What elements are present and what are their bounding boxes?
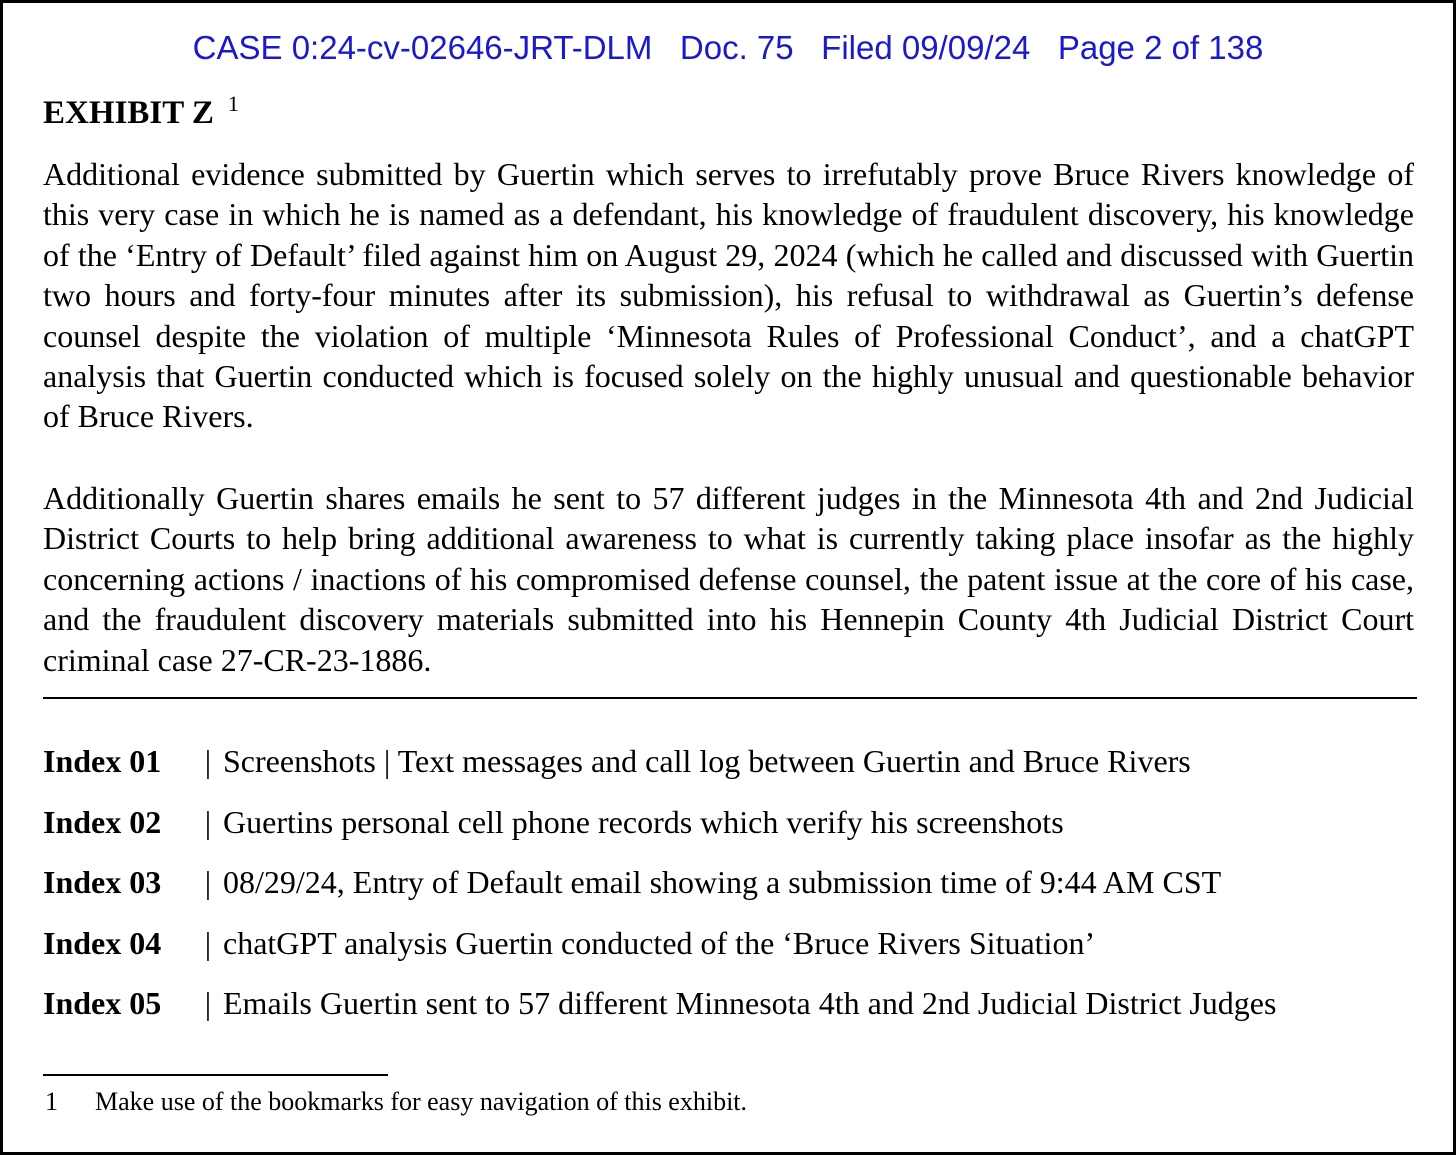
index-label: Index 05: [43, 985, 162, 1021]
case-number: CASE 0:24-cv-02646-JRT-DLM: [192, 29, 653, 66]
case-header: [3, 29, 1453, 67]
index-description: 08/29/24, Entry of Default email showing a submission time of 9:44 AM CST: [223, 864, 1222, 900]
exhibit-title: [43, 91, 239, 132]
index-description: Guertins personal cell phone records which verify his screenshots: [223, 803, 1064, 840]
index-label: Index 02: [43, 803, 162, 840]
index-item: [43, 862, 1423, 923]
footnote-reference: 1: [227, 91, 239, 116]
index-description: chatGPT analysis Guertin conducted of the ‘Bruce Rivers Situation’: [223, 924, 1096, 961]
footnote-number: 1: [45, 1087, 58, 1116]
index-label: Index 04: [43, 924, 162, 961]
index-separator: |: [204, 803, 212, 840]
footnote: [45, 1087, 747, 1117]
exhibit-title-text: EXHIBIT Z: [43, 95, 214, 131]
index-item: [43, 741, 1423, 802]
index-description: Emails Guertin sent to 57 different Minnesota 4th and 2nd Judicial District Judges: [223, 985, 1277, 1021]
index-separator: |: [204, 924, 212, 961]
index-label: Index 03: [43, 864, 162, 900]
footnote-divider: [43, 1074, 388, 1076]
doc-number: Doc. 75: [679, 29, 794, 66]
index-item: [43, 923, 1423, 984]
footnote-text: Make use of the bookmarks for easy navigation of this exhibit.: [95, 1087, 748, 1116]
index-label: Index 01: [43, 743, 162, 779]
index-separator: |: [204, 864, 212, 900]
filed-date: Filed 09/09/24: [821, 29, 1031, 66]
index-item: [43, 802, 1423, 863]
section-divider: [43, 697, 1417, 699]
exhibit-index-list: [43, 741, 1423, 1044]
page-number: Page 2 of 138: [1057, 29, 1264, 66]
index-separator: |: [204, 743, 212, 779]
paragraph-judges-emails: Additionally Guertin shares emails he sent to 57 different judges in the Minnesota 4th and 2nd Judicial District Courts to help bring additional awareness to what is currently taking place insofar as the highly concerning actions / inactions of his compromised defense counsel, the patent issue at the core of his case, and the fraudulent discovery materials submitted into his Hennepin County 4th Judicial District Court criminal case 27-CR-23-1886.: [43, 480, 1414, 678]
index-separator: |: [204, 985, 212, 1021]
paragraph-evidence-summary: Additional evidence submitted by Guertin which serves to irrefutably prove Bruce Rivers knowledge of this very case in which he is named as a defendant, his knowledge of fraudulent discovery, his knowledge of the ‘Entry of Default’ filed against him on August 29, 2024 (which he called and discussed with Guertin two hours and forty-four minutes after its submission), his refusal to withdrawal as Guertin’s defense counsel despite the violation of multiple ‘Minnesota Rules of Professional Conduct’, and a chatGPT analysis that Guertin conducted which is focused solely on the highly unusual and questionable behavior of Bruce Rivers.: [43, 156, 1414, 435]
index-item: [43, 983, 1423, 1044]
index-description: Screenshots | Text messages and call log between Guertin and Bruce Rivers: [223, 743, 1191, 779]
